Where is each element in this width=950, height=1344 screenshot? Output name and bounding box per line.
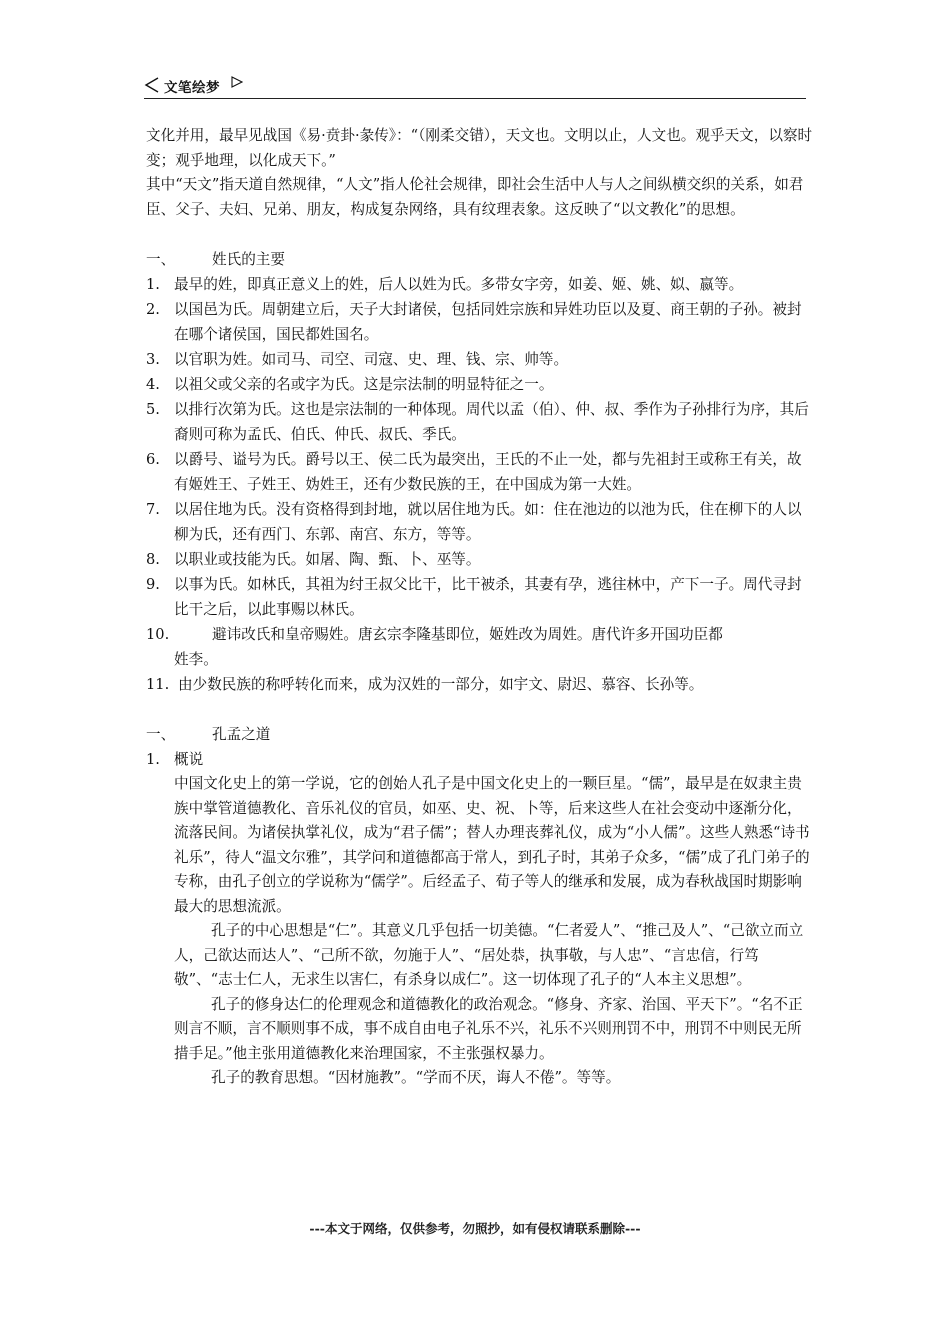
subsection-number: 1. (146, 751, 160, 768)
item-text: 最早的姓，即真正意义上的姓，后人以姓为氏。多带女字旁，如姜、姬、姚、姒、嬴等。 (174, 276, 744, 293)
list-item (146, 372, 826, 397)
item-text: 以国邑为氏。周朝建立后，天子大封诸侯，包括同姓宗族和异姓功臣以及夏、商王朝的子孙。被封在哪个诸侯国，国民都姓国名。 (174, 301, 802, 343)
item-number: 1. (146, 276, 160, 293)
triangle-right-icon (231, 76, 243, 88)
item-number: 2. (146, 301, 160, 318)
document-body (146, 124, 826, 1091)
section-number: 一、 (146, 726, 176, 743)
item-number: 10. (146, 626, 170, 643)
page-header (144, 74, 806, 99)
section-heading (146, 247, 826, 272)
body-paragraph: 中国文化史上的第一学说，它的创始人孔子是中国文化史上的一颗巨星。“儒”，最早是在奴隶主贵族中掌管道德教化、音乐礼仪的官员，如巫、史、祝、卜等，后来这些人在社会变动中逐渐分化，流落民间。为诸侯执掌礼仪，成为“君子儒”；替人办理丧葬礼仪，成为“小人儒”。这些人熟悉“诗书礼乐”，待人“温文尔雅”，其学问和道德都高于常人，到孔子时，其弟子众多，“儒”成了孔门弟子的专称，由孔子创立的学说称为“儒学”。后经孟子、荀子等人的继承和发展，成为春秋战国时期影响最大的思想流派。 (174, 775, 810, 915)
item-text: 以排行次第为氏。这也是宗法制的一种体现。周代以孟（伯）、仲、叔、季作为子孙排行为序，其后裔则可称为孟氏、伯氏、仲氏、叔氏、季氏。 (174, 401, 809, 443)
list-item (146, 547, 826, 572)
item-text: 以事为氏。如林氏，其祖为纣王叔父比干，比干被杀，其妻有孕，逃往林中，产下一子。周代寻封比干之后，以此事赐以林氏。 (174, 576, 802, 618)
item-text: 以职业或技能为氏。如屠、陶、甄、卜、巫等。 (174, 551, 481, 568)
item-number: 3. (146, 351, 160, 368)
item-text: 以祖父或父亲的名或字为氏。这是宗法制的明显特征之一。 (174, 376, 554, 393)
item-text: 以官职为姓。如司马、司空、司寇、史、理、钱、宗、帅等。 (174, 351, 569, 368)
section-number: 一、 (146, 251, 176, 268)
list-item (146, 272, 826, 297)
list-item (146, 347, 826, 372)
body-paragraph: 孔子的修身达仁的伦理观念和道德教化的政治观念。“修身、齐家、治国、平天下”。“名不正则言不顺，言不顺则事不成，事不成自由电子礼乐不兴，礼乐不兴则刑罚不中，刑罚不中则民无所措手足。”他主张用道德教化来治理国家，不主张强权暴力。 (174, 995, 803, 1062)
list-item (146, 572, 826, 622)
list-item (146, 397, 826, 447)
item-number: 11. (146, 676, 170, 693)
subsection-title: 概说 (174, 751, 204, 768)
item-text: 避讳改氏和皇帝赐姓。唐玄宗李隆基即位，姬姓改为周姓。唐代许多开国功臣都 (212, 626, 723, 643)
item-number: 7. (146, 501, 160, 518)
item-number: 9. (146, 576, 160, 593)
intro-paragraph: 文化并用，最早见战国《易·贲卦·彖传》：“（刚柔交错），天文也。文明以止，人文也。观乎天文，以察时变；观乎地理，以化成天下。” (146, 127, 813, 169)
item-text: 以居住地为氏。没有资格得到封地，就以居住地为氏。如：住在池边的以池为氏，住在柳下的人以柳为氏，还有西门、东郭、南宫、东方，等等。 (174, 501, 802, 543)
item-number: 8. (146, 551, 160, 568)
item-number: 4. (146, 376, 160, 393)
header-brand: 文笔绘梦 (164, 80, 220, 96)
list-item (146, 622, 826, 672)
item-number: 5. (146, 401, 160, 418)
list-item (146, 672, 826, 697)
item-text: 由少数民族的称呼转化而来，成为汉姓的一部分，如宇文、尉迟、慕容、长孙等。 (178, 676, 704, 693)
body-paragraph: 孔子的中心思想是“仁”。其意义几乎包括一切美德。“仁者爱人”、“推己及人”、“己欲立而立人，己欲达而达人”、“己所不欲，勿施于人”、“居处恭，执事敬，与人忠”、“言忠信，行笃敬”、“志士仁人，无求生以害仁，有杀身以成仁”。这一切体现了孔子的“人本主义思想”。 (174, 922, 804, 988)
item-number: 6. (146, 451, 160, 468)
item-text-continued: 姓李。 (174, 651, 218, 668)
section-title: 姓氏的主要 (212, 251, 285, 268)
item-text: 以爵号、谥号为氏。爵号以王、侯二氏为最突出，王氏的不止一处，都与先祖封王或称王有关，故有姬姓王、子姓王、妫姓王，还有少数民族的王，在中国成为第一大姓。 (174, 451, 802, 493)
triangle-left-icon (144, 77, 160, 93)
subsection-heading (146, 747, 826, 772)
footer-disclaimer: ---本文于网络，仅供参考，勿照抄，如有侵权请联系删除--- (309, 1221, 641, 1236)
list-item (146, 297, 826, 347)
body-paragraph: 孔子的教育思想。“因材施教”。“学而不厌，诲人不倦”。等等。 (211, 1069, 621, 1086)
list-item (146, 447, 826, 497)
intro-paragraph: 其中“天文”指天道自然规律，“人文”指人伦社会规律，即社会生活中人与人之间纵横交织的关系，如君臣、父子、夫妇、兄弟、朋友，构成复杂网络，具有纹理表象。这反映了“以文教化”的思想。 (146, 176, 804, 218)
section-heading (146, 722, 826, 747)
list-item (146, 497, 826, 547)
section-title: 孔孟之道 (212, 726, 271, 743)
